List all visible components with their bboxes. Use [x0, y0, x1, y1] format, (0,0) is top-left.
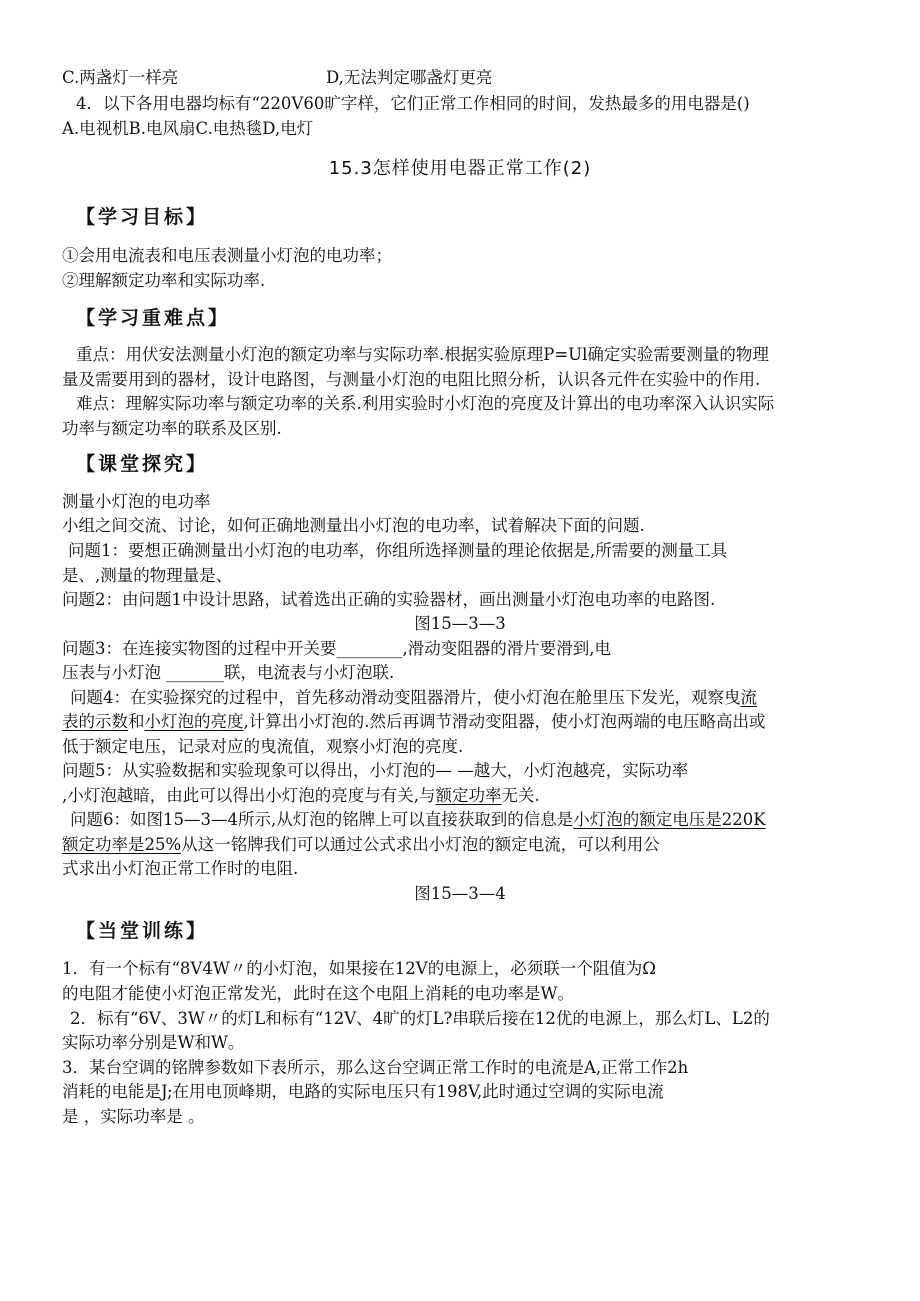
inquiry-heading: 【课堂探究】 [76, 453, 209, 475]
training-1-line-2: 的电阻才能使小灯泡正常发光，此时在这个电阻上消耗的电功率是W。 [62, 984, 574, 1003]
objective-item-2: ②理解额定功率和实际功率. [62, 271, 266, 290]
focus-line-2: 量及需要用到的器材，设计电路图，与测量小灯泡的电阻比照分析，认识各元件在实验中的作用. [62, 370, 761, 389]
question-4-line-3: 低于额定电压，记录对应的曳流值，观察小灯泡的亮度. [62, 737, 464, 756]
training-3-line-2: 消耗的电能是J;在用电顶峰期，电路的实际电压只有198V,此时通过空调的实际电流 [62, 1082, 664, 1101]
question-3-line-2: 压表与小灯泡 _______联，电流表与小灯泡联. [62, 663, 395, 682]
training-1-line-1: 1．有一个标有“8V4W〃的小灯泡，如果接在12V的电源上，必须联一个阻值为Ω [62, 959, 656, 978]
question-4: 4．以下各用电器均标有“220V60旷字样，它们正常工作相同的时间，发热最多的用电器是() [76, 94, 750, 113]
question-6-line-2 [62, 834, 660, 856]
question-6-underline-2: 额定功率是25% [62, 835, 182, 854]
question-4-underline-3: 小灯泡的亮度 [144, 712, 244, 731]
question-1-line-1: 问题1：要想正确测量出小灯泡的电功率，你组所选择测量的理论依据是,所需要的测量工具 [68, 541, 728, 560]
question-2: 问题2：由问题1中设计思路，试着选出正确的实验器材，画出测量小灯泡电功率的电路图. [62, 590, 716, 609]
objective-item-1: ①会用电流表和电压表测量小灯泡的电功率； [62, 246, 392, 265]
question-4-line-2-text: ,计算出小灯泡的.然后再调节滑动变阻器，使小灯泡两端的电压略高出或 [243, 712, 766, 731]
difficulty-line-2: 功率与额定功率的联系及区别. [62, 419, 282, 438]
question-4-underline-1: 流 [740, 688, 757, 707]
lesson-title: 15.3怎样使用电器正常工作(2) [328, 158, 592, 179]
question-6-line-1 [70, 809, 766, 831]
training-2-line-2: 实际功率分别是W和W。 [62, 1033, 245, 1052]
option-c: C.两盏灯一样亮 [62, 68, 179, 87]
figure-caption-15-3-4: 图15—3—4 [414, 884, 506, 903]
question-3-line-1: 问题3：在连接实物图的过程中开关要________,滑动变阻器的滑片要滑到,电 [62, 639, 611, 658]
training-2-line-1: 2．标有“6V、3W〃的灯L和标有“12V、4旷的灯L?串联后接在12优的电源上，那么灯L、L2的 [70, 1009, 770, 1028]
question-6-line-2-text: 从这一铭牌我们可以通过公式求出小灯泡的额定电流，可以利用公 [181, 835, 660, 854]
question-6-line-1-text: 问题6：如图15—3—4所示,从灯泡的铭牌上可以直接获取到的信息是 [70, 810, 574, 829]
question-4-line-1 [70, 687, 757, 709]
question-5-line-2 [62, 785, 540, 807]
objectives-heading: 【学习目标】 [76, 206, 209, 228]
option-d: D,无法判定哪盏灯更亮 [326, 68, 493, 87]
inquiry-intro: 小组之间交流、讨论，如何正确地测量出小灯泡的电功率，试着解决下面的问题. [62, 516, 645, 535]
difficulty-line-1: 难点：理解实际功率与额定功率的关系.利用实验时小灯泡的亮度及计算出的电功率深入认识实际 [76, 394, 775, 413]
question-5-line-1: 问题5：从实验数据和实验现象可以得出，小灯泡的— —越大，小灯泡越亮，实际功率 [62, 761, 689, 780]
question-4-underline-2: 表的示数 [62, 712, 128, 731]
question-4-line-2-and: 和 [128, 712, 145, 731]
question-5-underline: 额定功率 [435, 786, 502, 805]
key-points-heading: 【学习重难点】 [76, 307, 231, 329]
question-4-line-2 [62, 711, 766, 733]
training-3-line-3: 是 ，实际功率是 。 [62, 1107, 205, 1126]
question-4-options: A.电视机B.电风扇C.电热毯D,电灯 [62, 119, 314, 138]
training-3-line-1: 3．某台空调的铭牌参数如下表所示，那么这台空调正常工作时的电流是A,正常工作2h [62, 1058, 689, 1077]
question-6-underline-1: 小灯泡的额定电压是220K [573, 810, 766, 829]
figure-caption-15-3-3: 图15—3—3 [414, 614, 506, 633]
question-5-line-2-text: ,小灯泡越暗，由此可以得出小灯泡的亮度与有关,与 [62, 786, 436, 805]
focus-line-1: 重点：用伏安法测量小灯泡的额定功率与实际功率.根据实验原理P=Ul确定实验需要测量的物理 [76, 345, 769, 364]
question-4-line-1-text: 问题4：在实验探究的过程中，首先移动滑动变阻器滑片，使小灯泡在舱里压下发光，观察曳 [70, 688, 741, 707]
question-6-line-3: 式求出小灯泡正常工作时的电阻. [62, 859, 299, 878]
question-5-line-2-end: 无关. [501, 786, 540, 805]
inquiry-topic: 测量小灯泡的电功率 [62, 492, 211, 511]
question-1-line-2: 是、,测量的物理量是、 [62, 566, 233, 585]
training-heading: 【当堂训练】 [76, 920, 209, 942]
